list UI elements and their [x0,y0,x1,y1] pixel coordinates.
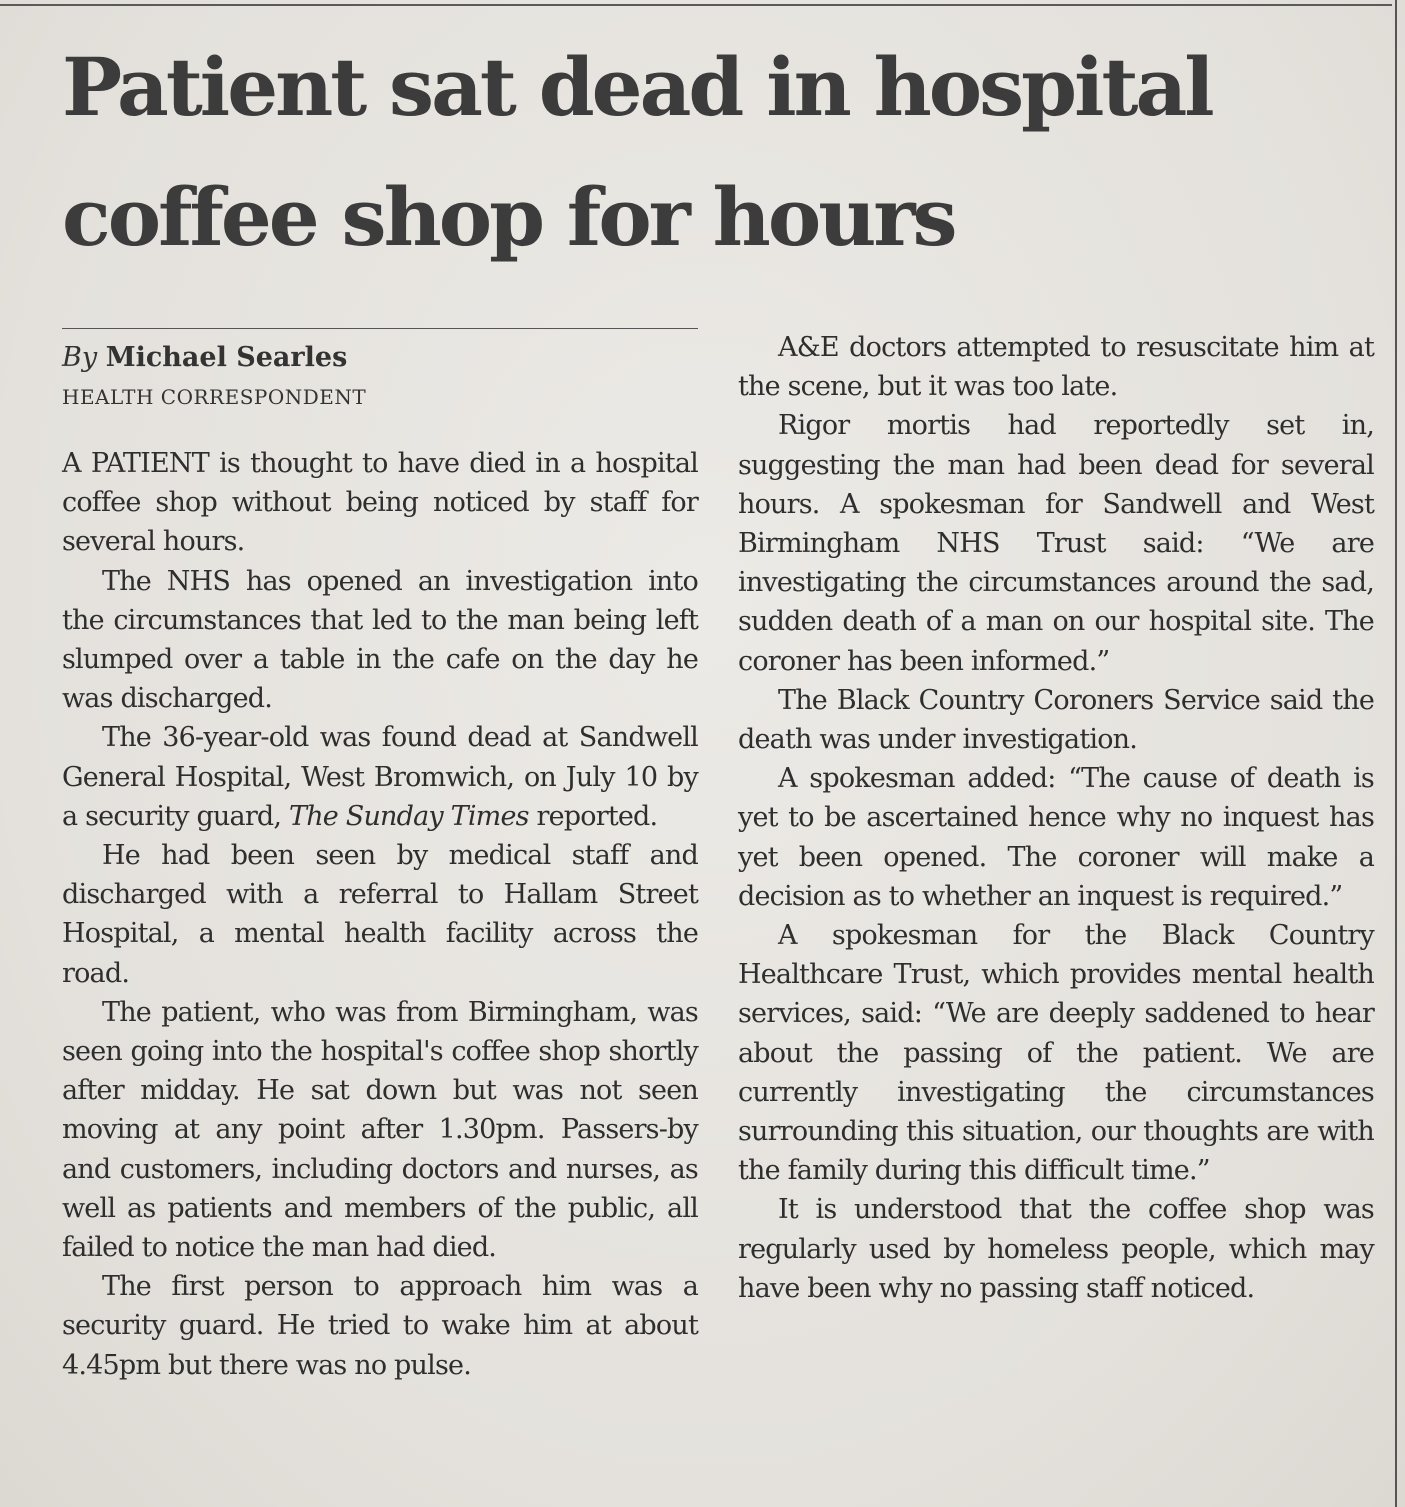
lead-caps: A PATIENT [62,448,209,479]
paragraph: It is understood that the coffee shop was regularly used by homeless people, which may have been why no passing staff noticed. [738,1194,1374,1304]
byline-prefix: By [62,342,98,373]
source-suffix: reported. [528,800,658,832]
column-right [738,328,1374,1308]
paragraph: A&E doctors attempted to resuscitate him at the scene, but it was too late. [738,332,1374,403]
paragraph-text: is thought to have died in a hospital coffee shop without being noticed by staff for several hours. [62,448,698,558]
byline-rule [62,328,698,329]
byline [62,338,347,378]
author-role: HEALTH CORRESPONDENT [62,385,367,409]
paragraph [62,444,698,562]
paragraph: The NHS has opened an investigation into the circumstances that led to the man being left slumped over a table in the cafe on the day he was discharged. [62,565,698,715]
author-name: Michael Searles [105,342,348,373]
paragraph [62,718,698,836]
source-title: The Sunday Times [288,800,529,832]
column-left [62,444,698,1385]
paragraph: The patient, who was from Birmingham, was seen going into the hospital's coffee shop shortly after midday. He sat down but was not seen moving at any point after 1.30pm. Passers-by and customers, including doctors and nurses, as well as patients and members of the public, all failed to notice the man had died. [62,996,698,1264]
paragraph: A spokesman for the Black Country Healthcare Trust, which provides mental health services, said: “We are deeply saddened to hear about the passing of the patient. We are currently investigating the circumstances surrounding this situation, our thoughts are with the family during this difficult time.” [738,920,1374,1187]
paragraph: Rigor mortis had reportedly set in, suggesting the man had been dead for several hours. A spokesman for Sandwell and West Birmingham NHS Trust said: “We are investigating the circumstances around the sad, sudden death of a man on our hospital site. The coroner has been informed.” [738,410,1374,677]
paragraph: A spokesman added: “The cause of death is yet to be ascertained hence why no inquest has yet been opened. The coroner will make a decision as to whether an inquest is required.” [738,763,1374,912]
paragraph-text: The 36-year-old was found dead at Sandwell General Hospital, West Bromwich, on July 10 by a security guard, [62,722,698,832]
paragraph: The Black Country Coroners Service said the death was under investigation. [738,684,1374,756]
headline: Patient sat dead in hospital coffee shop for hours [62,40,1212,264]
top-rule [0,4,1392,6]
paragraph: The first person to approach him was a security guard. He tried to wake him at about 4.45pm but there was no pulse. [62,1271,698,1381]
paragraph: He had been seen by medical staff and discharged with a referral to Hallam Street Hospital, a mental health facility across the road. [62,840,698,989]
column-rule [1395,0,1397,1507]
